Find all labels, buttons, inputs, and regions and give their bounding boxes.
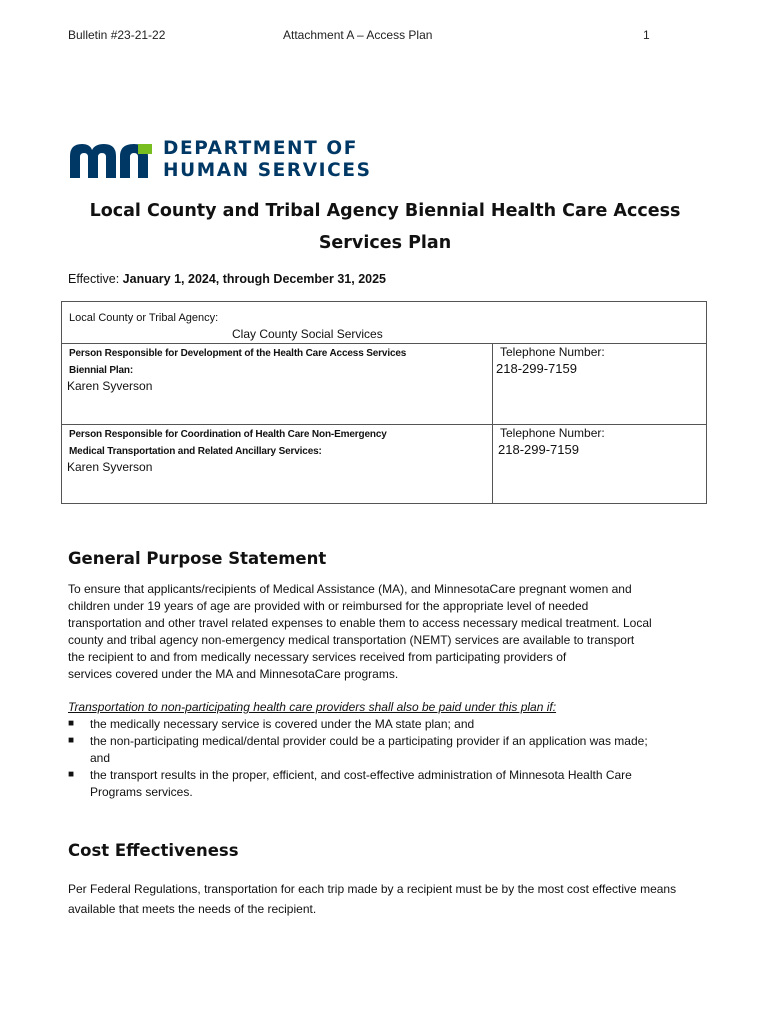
- table-column-divider: [492, 343, 493, 503]
- bullet-item-line: the medically necessary service is covered under the MA state plan; and: [90, 717, 475, 731]
- attachment-title: Attachment A – Access Plan: [283, 28, 433, 42]
- effective-value: January 1, 2024, through December 31, 2025: [122, 272, 386, 286]
- general-purpose-line: transportation and other travel related expenses to enable them to access necessary medical treatment. Local: [68, 616, 652, 630]
- mn-logo-mark-icon: [68, 140, 154, 180]
- plan-developer-label-line2: Biennial Plan:: [69, 365, 134, 376]
- plan-developer-phone-label: Telephone Number:: [500, 345, 605, 359]
- nemt-coordinator-label-line1: Person Responsible for Coordination of Health Care Non-Emergency: [69, 429, 387, 440]
- nemt-coordinator-label-line2: Medical Transportation and Related Ancillary Services:: [69, 446, 322, 457]
- general-purpose-line: services covered under the MA and MinnesotaCare programs.: [68, 667, 399, 681]
- general-purpose-heading: General Purpose Statement: [68, 549, 327, 568]
- effective-dates: [68, 272, 386, 286]
- table-divider: [62, 424, 706, 425]
- effective-label: Effective:: [68, 272, 120, 286]
- page-number: 1: [643, 28, 650, 42]
- plan-developer-phone: 218-299-7159: [496, 361, 577, 376]
- agency-label: Local County or Tribal Agency:: [69, 312, 219, 324]
- cost-effectiveness-body: [68, 879, 708, 919]
- nemt-coordinator-name: Karen Syverson: [67, 460, 153, 474]
- general-purpose-line: To ensure that applicants/recipients of Medical Assistance (MA), and MinnesotaCare pregnant women and: [68, 582, 632, 596]
- bullet-item: [90, 767, 710, 801]
- bullet-item-line: and: [90, 751, 111, 765]
- bullet-icon: ■: [68, 769, 75, 780]
- table-divider: [62, 343, 706, 344]
- logo-line-1: DEPARTMENT OF: [163, 138, 358, 159]
- cost-effectiveness-line: Per Federal Regulations, transportation for each trip made by a recipient must be by the most cost effective means: [68, 882, 677, 896]
- general-purpose-body: [68, 581, 708, 683]
- bullet-icon: ■: [68, 735, 75, 746]
- agency-contact-table: [61, 301, 707, 504]
- plan-developer-name: Karen Syverson: [67, 379, 153, 393]
- title-line-1: Local County and Tribal Agency Biennial Health Care Access: [89, 201, 681, 221]
- document-title: [60, 195, 710, 259]
- bullet-item-line: the non-participating medical/dental provider could be a participating provider if an application was made;: [90, 734, 648, 748]
- plan-developer-label-line1: Person Responsible for Development of the Health Care Access Services: [69, 348, 407, 359]
- bullet-item: [90, 733, 710, 767]
- bullet-item-line: the transport results in the proper, efficient, and cost-effective administration of Minnesota Health Care: [90, 768, 632, 782]
- bullet-item: [90, 716, 710, 733]
- title-line-2: Services Plan: [318, 233, 452, 253]
- nemt-coordinator-phone: 218-299-7159: [498, 442, 579, 457]
- dhs-logo: [68, 138, 378, 182]
- bulletin-number: Bulletin #23-21-22: [68, 28, 166, 42]
- agency-value: Clay County Social Services: [232, 327, 383, 341]
- nemt-coordinator-phone-label: Telephone Number:: [500, 426, 605, 440]
- bullet-item-line: Programs services.: [90, 785, 193, 799]
- logo-line-2: HUMAN SERVICES: [163, 160, 372, 181]
- general-purpose-line: county and tribal agency non-emergency medical transportation (NEMT) services are available to transport: [68, 633, 635, 647]
- cost-effectiveness-heading: Cost Effectiveness: [68, 841, 239, 860]
- general-purpose-line: children under 19 years of age are provided with or reimbursed for the appropriate level of needed: [68, 599, 589, 613]
- bullet-icon: ■: [68, 718, 75, 729]
- general-purpose-line: the recipient to and from medically necessary services received from participating providers of: [68, 650, 567, 664]
- cost-effectiveness-line: available that meets the needs of the recipient.: [68, 902, 317, 916]
- non-participating-lead: Transportation to non-participating health care providers shall also be paid under this plan if:: [68, 700, 557, 714]
